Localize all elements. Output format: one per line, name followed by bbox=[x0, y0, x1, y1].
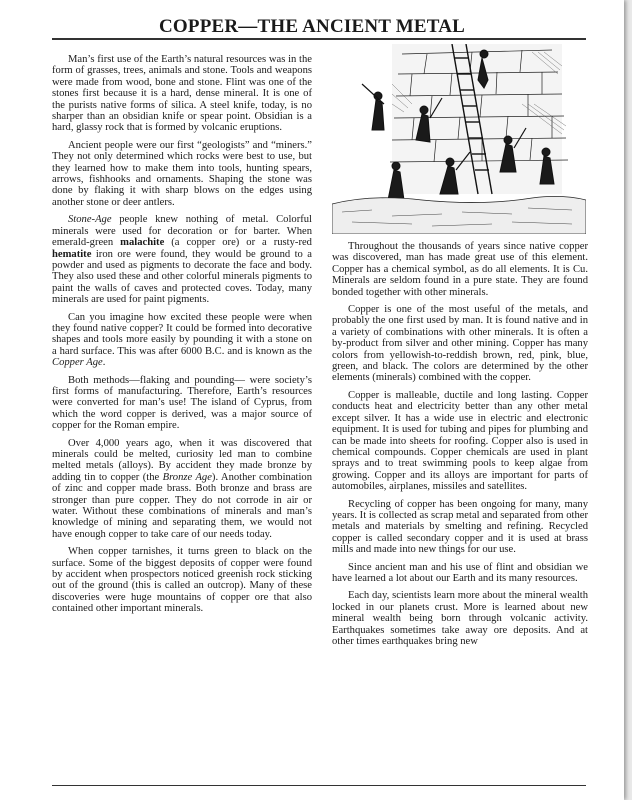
left-column bbox=[52, 54, 312, 621]
paragraph: Over 4,000 years ago, when it was discovered that minerals could be melted, curiosity led man to combine melted metals (alloys). By accident they made bronze by adding tin to copper (the Bronze Age). Another combination of zinc and copper made brass. Both bronze and brass are stronger than pure copper. They do not corrode in air or water. Without these combinations of minerals and man’s knowledge of mining and separating them, we would not have enough copper to take care of our needs today. bbox=[52, 437, 313, 540]
title-rule bbox=[52, 38, 586, 40]
ancient-miners-illustration bbox=[332, 44, 586, 234]
paragraph: Stone-Age people knew nothing of metal. Colorful minerals were used for decoration or for barter. When emerald-green malachite (a copper ore) or a rusty-red hematite iron ore were found, they would be ground to a powder and used as pigments to decorate the face and body. They also used these and other colorful minerals pigments to paint the walls of caves and protected coves. Today, many minerals are used for paint pigments. bbox=[52, 214, 312, 306]
paragraph: Each day, scientists learn more about the mineral wealth locked in our planets crust. More is learned about new mineral wealth being born through volcanic activity. Earthquakes sometimes take away ore deposits. And at other times earthquakes bring new bbox=[332, 590, 588, 647]
paragraph: Recycling of copper has been ongoing for many, many years. It is collected as scrap metal and separated from other metals and materials by smelting and refining. Recycled copper is called secondary copper and it is used at brass mills and made into new things for our use. bbox=[332, 498, 588, 556]
footer-rule bbox=[52, 785, 586, 786]
paragraph: Since ancient man and his use of flint and obsidian we have learned a lot about our Earth and its many resources. bbox=[332, 561, 588, 584]
paragraph: Both methods—flaking and pounding— were society’s first forms of manufacturing. Therefore, Earth’s resources were converted for man’s use! The island of Cyprus, from which the word copper is derived, was a major source of copper for the Roman empire. bbox=[52, 374, 312, 432]
paragraph: Throughout the thousands of years since native copper was discovered, man has made great use of this element. Copper has a chemical symbol, as do all elements. It is Cu. Minerals are seldom found in a pure state. They are found bonded together with other minerals. bbox=[332, 241, 588, 298]
paragraph: Ancient people were our first “geologists” and “miners.” They not only determined which rocks were best to use, but they learned how to make them into tools, hunting spears, arrows, fishhooks and ornaments. Shaping the stone was done by flaking it with sharp blows on the edges using another stone or deer antlers. bbox=[52, 139, 312, 208]
page-title: COPPER—THE ANCIENT METAL bbox=[158, 16, 466, 37]
paragraph: Copper is malleable, ductile and long lasting. Copper conducts heat and electricity better than any other metal except silver. It has a wide use in electric and electronic equipment. It is used for tubing and pipes for plumbing and can be made into sheets for roofing. Copper also is used in chemical compounds. Copper chemicals are used in plant sprays and to treat swimming pools to keep algae from growing. Copper and its alloys are important for parts of automobiles, airplanes, missiles and satellites. bbox=[332, 389, 588, 493]
paragraph: Man’s first use of the Earth’s natural resources was in the form of grasses, trees, animals and stone. Tools and weapons were made from wood, bone and stone. Flint was one of the stones first because it is a hard, dense mineral. It is one of the purists native forms of silica. A steel knife, today, is no sharper than an obsidian knife or spear point. Obsidian is a hard, glassy rock that is formed by volcanic eruptions. bbox=[52, 54, 312, 134]
paragraph: Can you imagine how excited these people were when they found native copper? It could be formed into decorative shapes and tools more easily by pounding it with a stone on a hard surface. This was after 6000 B.C. and is known as the Copper Age. bbox=[52, 311, 312, 369]
paragraph: When copper tarnishes, it turns green to black on the surface. Some of the biggest deposits of copper were found by accident when prospectors noticed greenish rock sticking out of the ground (this is called an outcrop). Many of these discoveries were huge mountains of copper ore that also contained other important minerals. bbox=[52, 546, 312, 615]
right-column bbox=[332, 241, 588, 653]
paragraph: Copper is one of the most useful of the metals, and probably the one first used by man. It is found native and in a variety of combinations with other minerals. It is often a by-product from silver and other mining. Copper has many colors from yellowish-to-reddish brown, red, pink, blue, green, and black. The colors are determined by the other elements (minerals) combined with the copper. bbox=[332, 304, 588, 384]
